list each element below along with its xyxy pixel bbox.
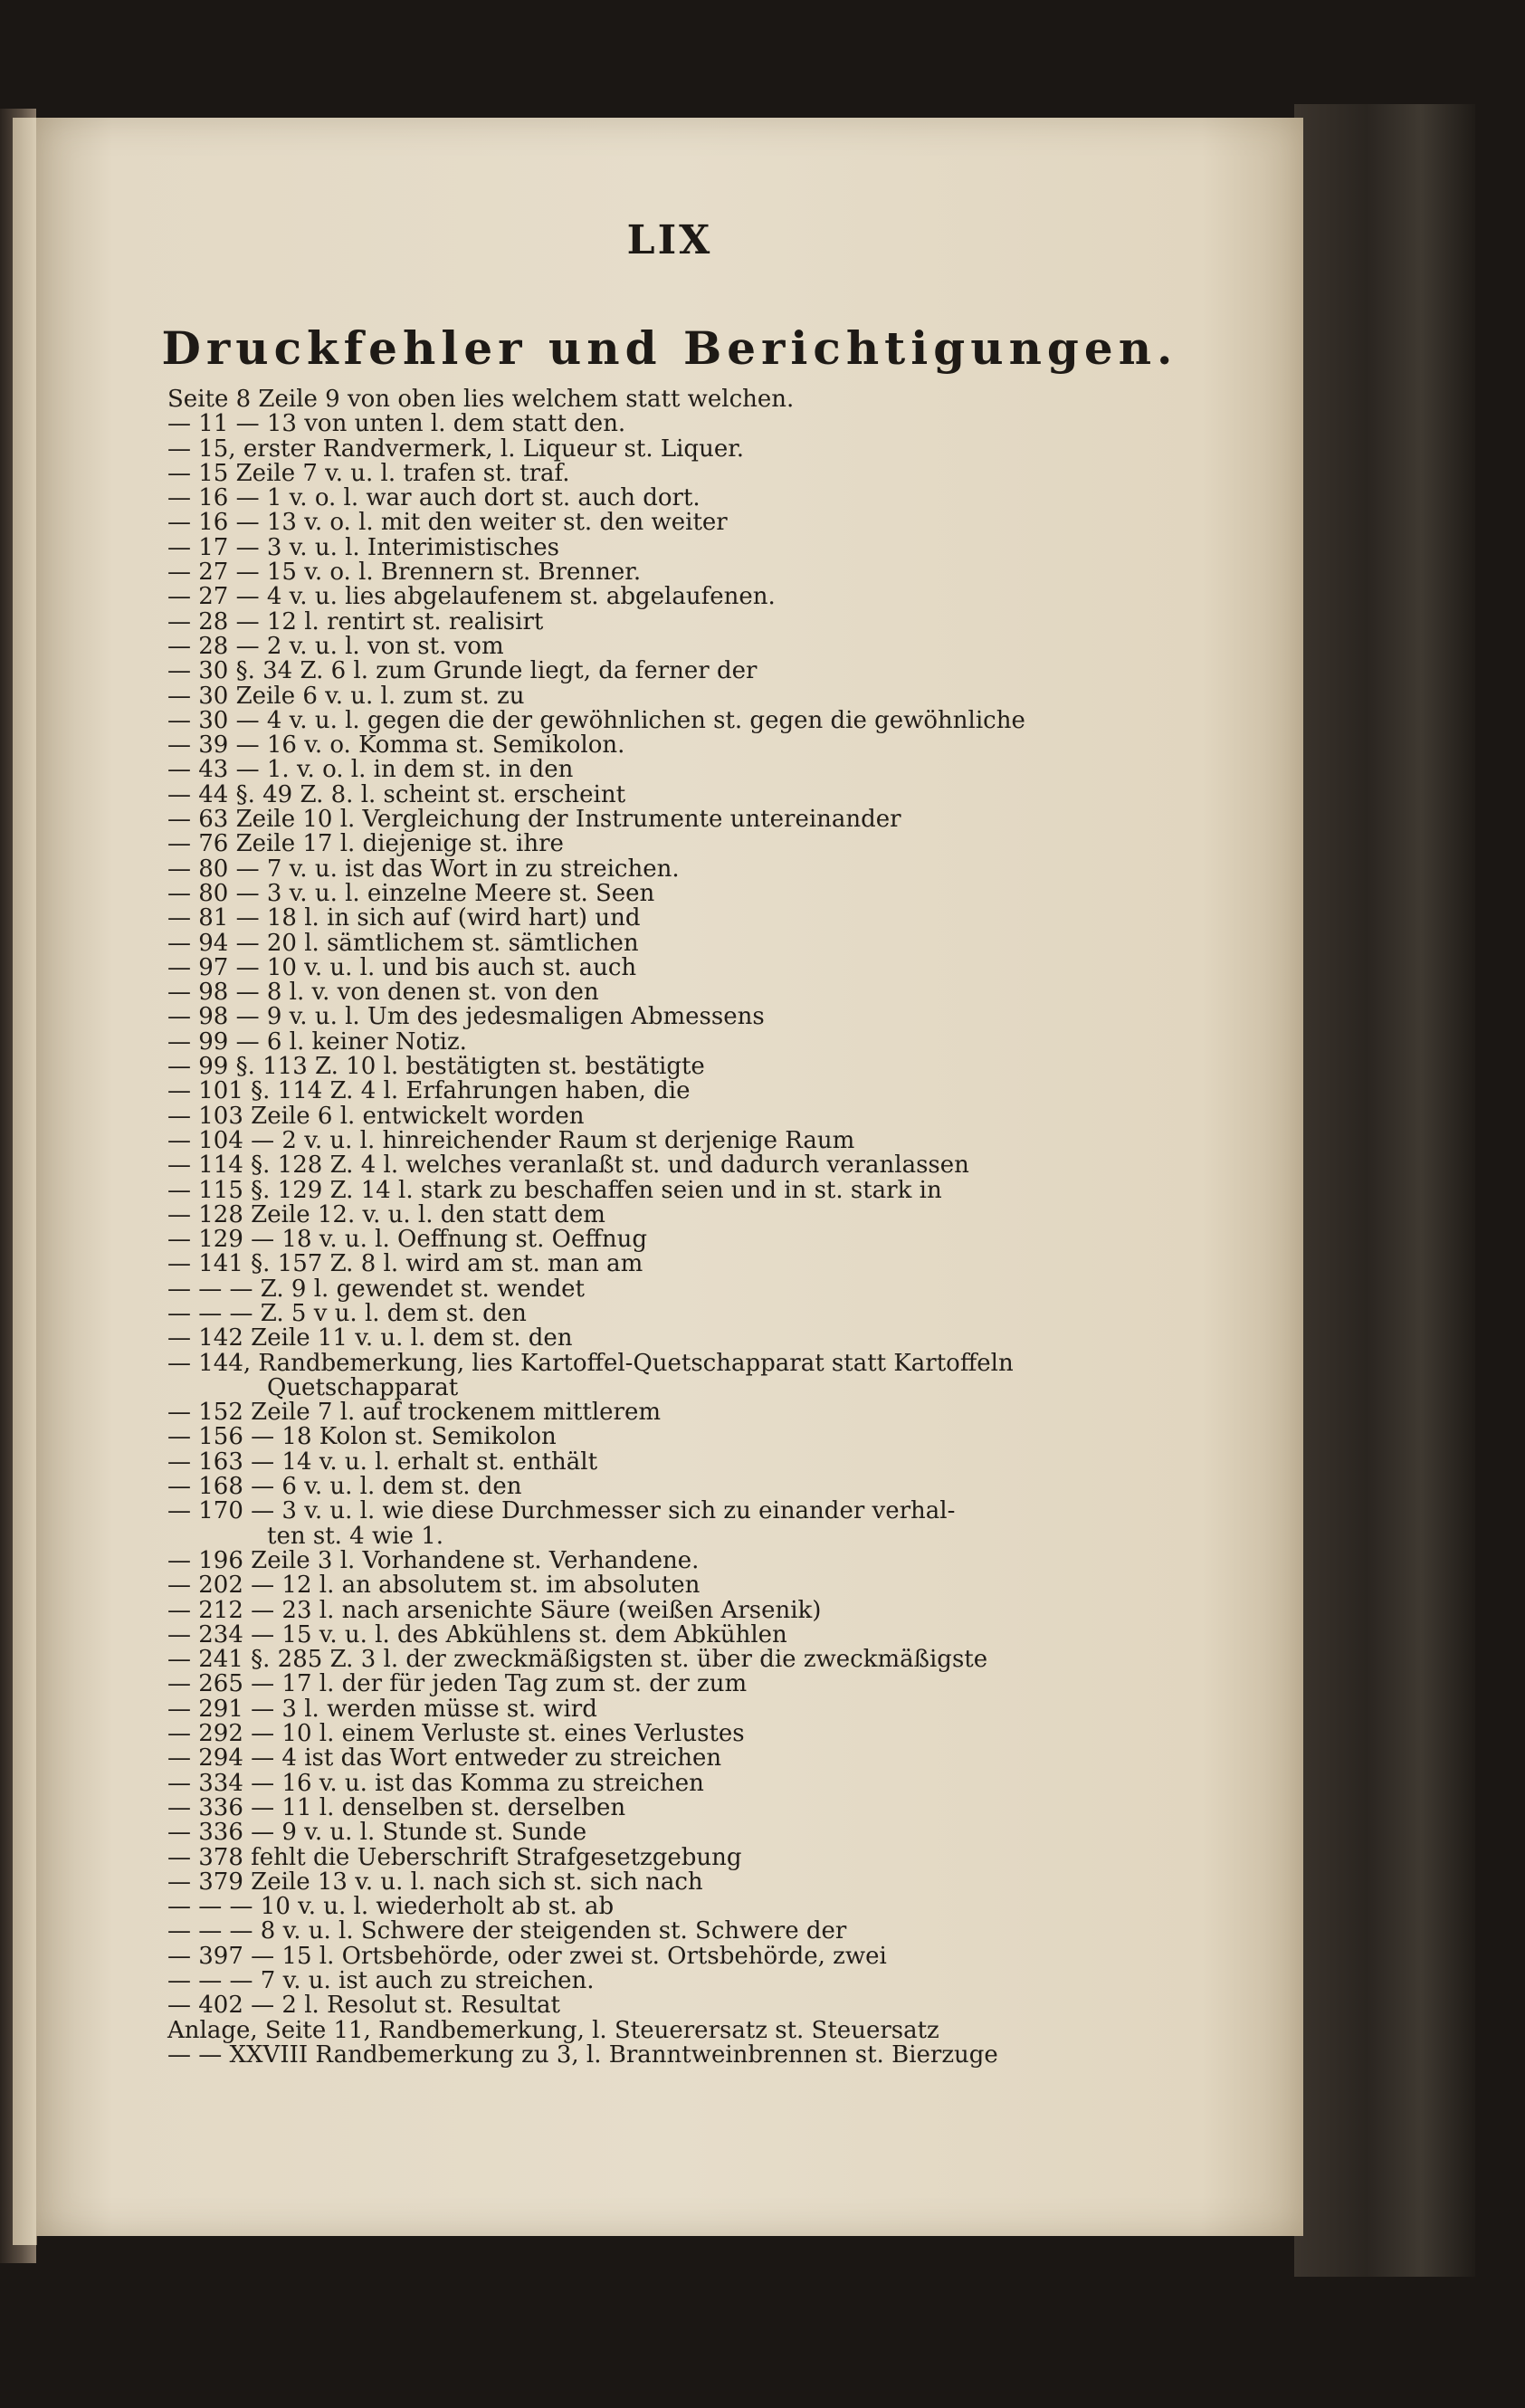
errata-entry xyxy=(167,1697,1272,1722)
errata-entry xyxy=(167,1055,1272,1079)
errata-entry-text: — 142 Zeile 11 v. u. l. dem st. den xyxy=(167,1324,573,1352)
errata-entry xyxy=(167,1400,1272,1425)
errata-entry-text: — 152 Zeile 7 l. auf trockenem mittlerem xyxy=(167,1399,661,1427)
errata-entry xyxy=(167,1942,1272,1970)
errata-entry-text: — 156 — 18 Kolon st. Semikolon xyxy=(167,1423,557,1451)
errata-entry xyxy=(167,1373,1272,1401)
errata-entry xyxy=(167,1993,1272,2018)
errata-entry-text: — 43 — 1. v. o. l. in dem st. in den xyxy=(167,756,574,784)
errata-entry-text: — 98 — 8 l. v. von denen st. von den xyxy=(167,979,599,1007)
errata-entry xyxy=(167,1870,1272,1895)
errata-entry-text: — 28 — 2 v. u. l. von st. vom xyxy=(167,632,504,660)
errata-entry xyxy=(167,1126,1272,1154)
errata-entry xyxy=(167,486,1272,511)
errata-entry-text: — 196 Zeile 3 l. Vorhandene st. Verhandene. xyxy=(167,1546,700,1574)
errata-entry xyxy=(167,906,1272,931)
errata-entry xyxy=(167,807,1272,832)
errata-entry-text: — 27 — 15 v. o. l. Brennern st. Brenner. xyxy=(167,559,642,587)
page-number: LIX xyxy=(626,217,713,263)
errata-entry xyxy=(167,1895,1272,1919)
errata-entry xyxy=(167,1672,1272,1696)
errata-entry xyxy=(167,1104,1272,1129)
errata-entry xyxy=(167,659,1272,683)
errata-entry-text: — 98 — 9 v. u. l. Um des jedesmaligen Abmessens xyxy=(167,1003,765,1031)
errata-entry-text: Quetschapparat xyxy=(267,1373,459,1401)
errata-entry xyxy=(167,1793,1272,1821)
errata-entry xyxy=(167,1546,1272,1574)
errata-entry-text: — 30 Zeile 6 v. u. l. zum st. zu xyxy=(167,682,525,710)
errata-entry xyxy=(167,879,1272,907)
errata-entry-text: — 294 — 4 ist das Wort entweder zu streichen xyxy=(167,1744,722,1773)
errata-entry xyxy=(167,459,1272,487)
errata-entry xyxy=(167,733,1272,758)
errata-entry xyxy=(167,758,1272,782)
errata-entry xyxy=(167,1499,1272,1524)
errata-entry-text: — 104 — 2 v. u. l. hinreichender Raum st derjenige Raum xyxy=(167,1126,855,1154)
errata-entry-text: — 39 — 16 v. o. Komma st. Semikolon. xyxy=(167,731,625,760)
errata-entry xyxy=(167,1079,1272,1104)
errata-entry-text: — 128 Zeile 12. v. u. l. den statt dem xyxy=(167,1200,605,1228)
errata-entry-text: — 27 — 4 v. u. lies abgelaufenem st. abgelaufenen. xyxy=(167,583,776,611)
errata-entry xyxy=(167,1843,1272,1871)
errata-entry-text: — 234 — 15 v. u. l. des Abkühlens st. dem Abkühlen xyxy=(167,1620,787,1648)
errata-entry-text: — 114 §. 128 Z. 4 l. welches veranlaßt st. und dadurch veranlassen xyxy=(167,1151,969,1180)
errata-entry xyxy=(167,1299,1272,1327)
errata-entry xyxy=(167,2016,1272,2044)
errata-list xyxy=(167,387,1272,2068)
errata-entry-text: — 81 — 18 l. in sich auf (wird hart) und xyxy=(167,904,641,932)
errata-entry-text: — — — 7 v. u. ist auch zu streichen. xyxy=(167,1967,595,1994)
errata-entry xyxy=(167,560,1272,585)
errata-entry xyxy=(167,1746,1272,1771)
errata-entry-text: — 80 — 7 v. u. ist das Wort in zu streichen. xyxy=(167,855,680,883)
errata-entry xyxy=(167,1524,1272,1549)
errata-entry xyxy=(167,1005,1272,1029)
errata-entry-text: — 212 — 23 l. nach arsenichte Säure (weißen Arsenik) xyxy=(167,1596,822,1624)
book-cover-right xyxy=(1294,104,1475,2277)
errata-entry xyxy=(167,1820,1272,1845)
errata-entry-text: — 378 fehlt die Ueberschrift Strafgesetzgebung xyxy=(167,1843,742,1871)
errata-entry-text: — 397 — 15 l. Ortsbehörde, oder zwei st. Ortsbehörde, zwei xyxy=(167,1942,887,1970)
errata-entry-text: — 44 §. 49 Z. 8. l. scheint st. erscheint xyxy=(167,780,626,808)
errata-entry-text: — 63 Zeile 10 l. Vergleichung der Instrumente untereinander xyxy=(167,806,901,834)
errata-entry-text: — 129 — 18 v. u. l. Oeffnung st. Oeffnug xyxy=(167,1226,647,1254)
errata-entry xyxy=(167,387,1272,412)
errata-entry xyxy=(167,1620,1272,1648)
errata-entry-text: — 17 — 3 v. u. l. Interimistisches xyxy=(167,533,559,561)
errata-entry-text: — 292 — 10 l. einem Verluste st. eines Verlustes xyxy=(167,1720,745,1748)
errata-entry xyxy=(167,929,1272,957)
errata-entry xyxy=(167,1919,1272,1944)
errata-entry xyxy=(167,1648,1272,1672)
errata-entry xyxy=(167,780,1272,808)
errata-entry-text: — — — Z. 5 v u. l. dem st. den xyxy=(167,1299,527,1327)
errata-entry xyxy=(167,585,1272,609)
errata-entry-text: — 103 Zeile 6 l. entwickelt worden xyxy=(167,1102,585,1130)
errata-entry-text: — 99 — 6 l. keiner Notiz. xyxy=(167,1027,467,1056)
errata-entry xyxy=(167,1573,1272,1598)
errata-entry xyxy=(167,1349,1272,1377)
facing-page-edge xyxy=(13,118,37,2245)
errata-entry-text: — — XXVIII Randbemerkung zu 3, l. Branntweinbrennen st. Bierzuge xyxy=(167,2040,998,2069)
errata-entry xyxy=(167,980,1272,1005)
errata-entry xyxy=(167,607,1272,635)
errata-entry xyxy=(167,1228,1272,1252)
errata-entry-text: — 97 — 10 v. u. l. und bis auch st. auch xyxy=(167,953,637,981)
errata-entry-text: ten st. 4 wie 1. xyxy=(267,1522,443,1550)
errata-entry xyxy=(167,1475,1272,1499)
errata-entry xyxy=(167,1277,1272,1302)
errata-entry xyxy=(167,1425,1272,1449)
errata-entry-text: — 28 — 12 l. rentirt st. realisirt xyxy=(167,607,544,635)
errata-entry xyxy=(167,1176,1272,1204)
errata-entry-text: — — — Z. 9 l. gewendet st. wendet xyxy=(167,1275,585,1303)
errata-entry-text: — 141 §. 157 Z. 8 l. wird am st. man am xyxy=(167,1250,643,1278)
book-page xyxy=(36,118,1303,2236)
errata-entry-text: — 241 §. 285 Z. 3 l. der zweckmäßigsten st. über die zweckmäßigste xyxy=(167,1646,988,1674)
errata-entry-text: — 15 Zeile 7 v. u. l. trafen st. traf. xyxy=(167,459,570,487)
errata-entry xyxy=(167,684,1272,709)
errata-entry xyxy=(167,1596,1272,1624)
errata-entry-text: — 265 — 17 l. der für jeden Tag zum st. der zum xyxy=(167,1670,748,1698)
errata-entry-text: — 334 — 16 v. u. ist das Komma zu streichen xyxy=(167,1769,704,1797)
errata-entry-text: — 336 — 9 v. u. l. Stunde st. Sunde xyxy=(167,1819,587,1847)
errata-entry-text: — 94 — 20 l. sämtlichem st. sämtlichen xyxy=(167,929,639,957)
errata-entry xyxy=(167,1153,1272,1178)
errata-entry xyxy=(167,511,1272,535)
errata-entry xyxy=(167,437,1272,462)
errata-entry-text: — 115 §. 129 Z. 14 l. stark zu beschaffen seien und in st. stark in xyxy=(167,1176,942,1204)
errata-entry-text: Seite 8 Zeile 9 von oben lies welchem statt welchen. xyxy=(167,386,795,413)
errata-entry-text: — 144, Randbemerkung, lies Kartoffel-Quetschapparat statt Kartoffeln xyxy=(167,1349,1014,1377)
errata-entry xyxy=(167,1722,1272,1746)
errata-entry-text: — 168 — 6 v. u. l. dem st. den xyxy=(167,1473,522,1501)
errata-entry xyxy=(167,832,1272,856)
errata-entry xyxy=(167,953,1272,981)
errata-entry-text: — 80 — 3 v. u. l. einzelne Meere st. Seen xyxy=(167,879,655,907)
page-heading: Druckfehler und Berichtigungen. xyxy=(161,321,1178,375)
errata-entry xyxy=(167,2040,1272,2069)
errata-entry-text: — 76 Zeile 17 l. diejenige st. ihre xyxy=(167,830,564,858)
errata-entry-text: — 291 — 3 l. werden müsse st. wird xyxy=(167,1695,597,1723)
errata-entry-text: — 402 — 2 l. Resolut st. Resultat xyxy=(167,1992,560,2020)
errata-entry-text: — 30 — 4 v. u. l. gegen die der gewöhnlichen st. gegen die gewöhnliche xyxy=(167,706,1025,734)
errata-entry xyxy=(167,1326,1272,1351)
errata-entry xyxy=(167,533,1272,561)
errata-entry-text: — 336 — 11 l. denselben st. derselben xyxy=(167,1793,626,1821)
errata-entry-text: — 202 — 12 l. an absolutem st. im absoluten xyxy=(167,1572,701,1600)
errata-entry-text: Anlage, Seite 11, Randbemerkung, l. Steuerersatz st. Steuersatz xyxy=(167,2016,939,2044)
errata-entry-text: — 99 §. 113 Z. 10 l. bestätigten st. bestätigte xyxy=(167,1053,705,1081)
errata-entry-text: — 15, erster Randvermerk, l. Liqueur st. Liquer. xyxy=(167,435,745,463)
errata-entry-text: — 30 §. 34 Z. 6 l. zum Grunde liegt, da ferner der xyxy=(167,657,758,685)
errata-entry xyxy=(167,412,1272,436)
errata-entry-text: — 101 §. 114 Z. 4 l. Erfahrungen haben, die xyxy=(167,1077,691,1105)
errata-entry xyxy=(167,1252,1272,1276)
errata-entry xyxy=(167,1769,1272,1797)
errata-entry-text: — 16 — 1 v. o. l. war auch dort st. auch dort. xyxy=(167,484,701,512)
errata-entry-text: — — — 8 v. u. l. Schwere der steigenden st. Schwere der xyxy=(167,1917,847,1945)
errata-entry-text: — — — 10 v. u. l. wiederholt ab st. ab xyxy=(167,1893,615,1921)
errata-entry-text: — 11 — 13 von unten l. dem statt den. xyxy=(167,410,626,438)
errata-entry-text: — 16 — 13 v. o. l. mit den weiter st. den weiter xyxy=(167,509,728,537)
errata-entry xyxy=(167,1200,1272,1228)
errata-entry xyxy=(167,706,1272,734)
errata-entry-text: — 379 Zeile 13 v. u. l. nach sich st. sich nach xyxy=(167,1868,703,1896)
errata-entry-text: — 170 — 3 v. u. l. wie diese Durchmesser sich zu einander verhal- xyxy=(167,1497,956,1525)
errata-entry xyxy=(167,857,1272,882)
errata-entry xyxy=(167,1969,1272,1993)
errata-entry xyxy=(167,632,1272,660)
errata-entry xyxy=(167,1027,1272,1056)
errata-entry xyxy=(167,1450,1272,1475)
errata-entry-text: — 163 — 14 v. u. l. erhalt st. enthält xyxy=(167,1448,598,1476)
